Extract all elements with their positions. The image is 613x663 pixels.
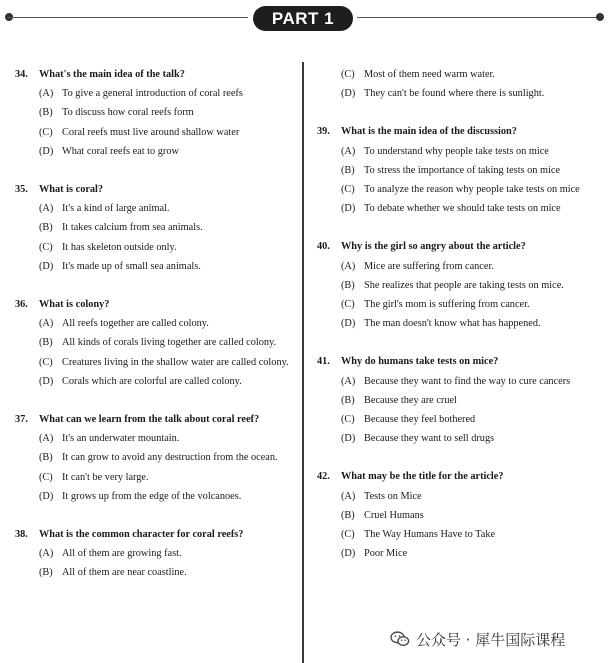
option-text: It takes calcium from sea animals. [62,222,203,234]
question-block [317,467,599,563]
option-label: (B) [39,452,53,464]
question-title [15,65,295,84]
option-label: (B) [341,279,355,291]
answer-option [317,372,599,391]
option-text: It can grow to avoid any destruction from the ocean. [62,452,278,464]
option-text: Creatures living in the shallow water are called colony. [62,356,289,368]
answer-option [317,65,599,84]
right-questions [317,122,599,563]
question-title [317,122,599,141]
option-text: Because they want to sell drugs [364,433,495,445]
question-number: 42. [317,471,330,483]
answer-option [15,199,295,218]
question-block [15,525,295,583]
option-text: Corals which are colorful are called colony. [62,375,242,387]
answer-option [15,372,295,391]
option-text: Coral reefs must live around shallow water [62,126,240,138]
question-text: What is the common character for coral reefs? [39,529,244,541]
option-text: Tests on Mice [364,490,422,502]
question-title [15,180,295,199]
question-number: 39. [317,126,330,138]
option-text: The man doesn't know what has happened. [364,318,541,330]
question-title [15,525,295,544]
option-text: Because they want to find the way to cure cancers [364,375,571,387]
option-label: (B) [341,164,355,176]
answer-option [317,142,599,161]
option-label: (D) [341,318,356,330]
option-label: (D) [341,88,356,100]
question-number: 36. [15,299,28,311]
option-label: (D) [39,145,54,157]
answer-option [15,448,295,467]
option-text: They can't be found where there is sunlight. [364,88,545,100]
option-label: (B) [39,107,53,119]
question-title [317,467,599,486]
question-title [15,410,295,429]
answer-option [15,353,295,372]
answer-option [15,218,295,237]
option-text: To understand why people take tests on mice [364,145,549,157]
option-label: (B) [341,509,355,521]
question-text: What is coral? [39,184,104,196]
answer-option [15,238,295,257]
answer-option [15,257,295,276]
option-label: (C) [341,184,355,196]
answer-option [317,84,599,103]
question-text: What can we learn from the talk about coral reef? [39,414,260,426]
question-title [317,352,599,371]
option-text: It has skeleton outside only. [62,241,177,253]
answer-option [15,103,295,122]
question-block [317,122,599,218]
question-text: Why do humans take tests on mice? [341,356,499,368]
option-text: Poor Mice [364,548,408,560]
answer-option [317,257,599,276]
answer-option [15,84,295,103]
option-label: (D) [341,203,356,215]
answer-option [15,314,295,333]
answer-option [317,391,599,410]
option-label: (A) [39,433,54,445]
question-title [317,237,599,256]
question-number: 34. [15,69,28,80]
part-title-badge: PART 1 [253,6,353,31]
question-block [15,180,295,276]
option-text: All reefs together are called colony. [62,318,209,330]
answer-option [317,410,599,429]
question-block [317,352,599,448]
option-text: It grows up from the edge of the volcanoes. [62,490,242,502]
option-text: Mice are suffering from cancer. [364,260,494,272]
option-label: (A) [341,490,356,502]
option-label: (C) [341,299,355,311]
option-label: (D) [39,375,54,387]
option-text: To discuss how coral reefs form [62,107,194,119]
option-label: (C) [341,529,355,541]
header-rule-right [357,17,597,18]
option-label: (A) [39,318,54,330]
answer-option [317,199,599,218]
option-label: (A) [39,203,54,215]
option-label: (A) [39,88,54,100]
answer-option [317,429,599,448]
option-label: (D) [39,260,54,272]
option-text: Because they feel bothered [364,414,476,426]
column-divider [302,62,304,663]
question-title [15,295,295,314]
question-block [15,410,295,506]
option-text: What coral reefs eat to grow [62,145,179,157]
option-text: It can't be very large. [62,471,149,483]
question-text: What is the main idea of the discussion? [341,126,517,138]
answer-option [317,161,599,180]
answer-option [15,333,295,352]
answer-option [15,142,295,161]
question-block [317,237,599,333]
option-text: It's a kind of large animal. [62,203,170,215]
answer-option [317,544,599,563]
option-text: It's made up of small sea animals. [62,260,201,272]
option-text: To give a general introduction of coral reefs [62,88,243,100]
question-text: What is colony? [39,299,110,311]
answer-option [317,506,599,525]
option-text: To analyze the reason why people take tests on mice [364,184,580,196]
answer-option [15,544,295,563]
option-text: Cruel Humans [364,509,424,521]
answer-option [15,563,295,582]
question-block [15,65,295,161]
option-text: All kinds of corals living together are called colony. [62,337,277,349]
question-number: 41. [317,356,330,368]
option-label: (D) [39,490,54,502]
option-label: (B) [341,394,355,406]
question-number: 35. [15,184,28,196]
option-label: (A) [341,375,356,387]
option-text: Because they are cruel [364,394,457,406]
header-rule-left [8,17,248,18]
option-label: (D) [341,548,356,560]
option-label: (A) [341,145,356,157]
question-text: What may be the title for the article? [341,471,504,483]
option-label: (A) [39,548,54,560]
option-text: To debate whether we should take tests on mice [364,203,561,215]
watermark [390,629,565,649]
option-label: (C) [39,241,53,253]
option-text: She realizes that people are taking tests on mice. [364,279,564,291]
watermark-text: 公众号 · 犀牛国际课程 [416,630,566,649]
option-label: (D) [341,433,356,445]
option-label: (B) [39,567,53,579]
option-label: (A) [341,260,356,272]
answer-option [15,429,295,448]
option-label: (B) [39,337,53,349]
option-text: The Way Humans Have to Take [364,529,496,541]
question-continuation [317,65,599,103]
question-block [15,295,295,391]
question-number: 38. [15,529,28,541]
answer-option [317,314,599,333]
question-number: 37. [15,414,28,426]
option-text: To stress the importance of taking tests on mice [364,164,561,176]
left-column [15,65,295,583]
option-text: It's an underwater mountain. [62,433,180,445]
answer-option [15,487,295,506]
answer-option [15,468,295,487]
option-label: (B) [39,222,53,234]
answer-option [317,525,599,544]
question-text: What's the main idea of the talk? [39,69,185,80]
answer-option [317,180,599,199]
option-text: All of them are growing fast. [62,548,182,560]
option-label: (C) [341,69,355,80]
wechat-icon [390,630,410,648]
answer-option [15,123,295,142]
option-label: (C) [341,414,355,426]
option-label: (C) [39,126,53,138]
question-text: Why is the girl so angry about the article? [341,241,526,253]
option-text: Most of them need warm water. [364,69,495,80]
option-text: The girl's mom is suffering from cancer. [364,299,530,311]
answer-option [317,487,599,506]
right-column [317,65,599,563]
answer-option [317,276,599,295]
question-number: 40. [317,241,330,253]
header-dot-right [596,13,604,21]
option-text: All of them are near coastline. [62,567,187,579]
option-label: (C) [39,471,53,483]
answer-option [317,295,599,314]
option-label: (C) [39,356,53,368]
